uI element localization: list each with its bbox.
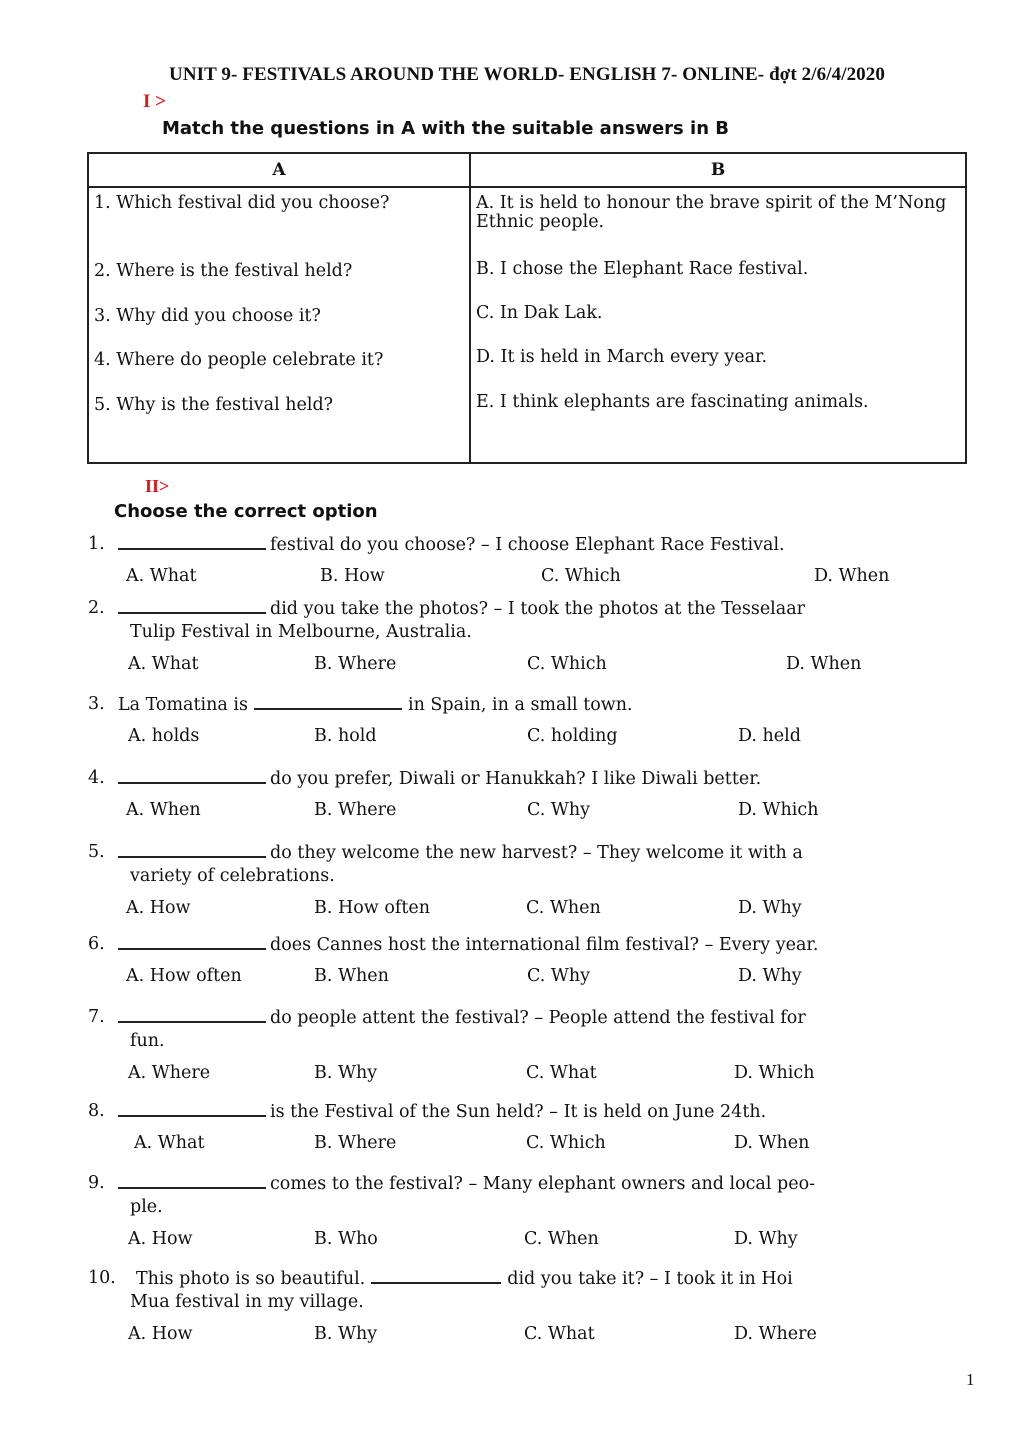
question-text: in Spain, in a small town. — [407, 695, 633, 715]
question-item — [88, 842, 968, 924]
question-text: festival do you choose? – I choose Elephant Race Festival. — [270, 535, 785, 555]
option-b[interactable]: B. Where — [314, 1133, 397, 1153]
page-number: 1 — [966, 1370, 975, 1389]
option-a[interactable]: A. When — [126, 800, 201, 820]
question-text: is the Festival of the Sun held? – It is held on June 24th. — [270, 1102, 767, 1122]
match-question: 2. Where is the festival held? — [94, 261, 353, 281]
question-item — [88, 934, 968, 992]
option-a[interactable]: A. holds — [128, 726, 200, 746]
option-b[interactable]: B. hold — [314, 726, 377, 746]
option-a[interactable]: A. How often — [126, 966, 242, 986]
question-number: 3. — [88, 694, 105, 714]
option-a[interactable]: A. Where — [128, 1063, 211, 1083]
question-continuation: fun. — [130, 1031, 165, 1051]
answer-blank[interactable] — [118, 1173, 266, 1189]
question-item — [88, 534, 968, 592]
option-c[interactable]: C. What — [524, 1324, 595, 1344]
option-a[interactable]: A. What — [128, 654, 199, 674]
answer-blank[interactable] — [254, 694, 402, 710]
option-c[interactable]: C. Which — [541, 566, 621, 586]
option-d[interactable]: D. held — [738, 726, 801, 746]
option-a[interactable]: A. How — [126, 898, 191, 918]
section-1-label: I > — [143, 91, 166, 112]
option-c[interactable]: C. When — [524, 1229, 599, 1249]
option-c[interactable]: C. Which — [527, 654, 607, 674]
answer-blank[interactable] — [118, 842, 266, 858]
section-2-instruction: Choose the correct option — [114, 501, 378, 522]
answer-blank[interactable] — [118, 1007, 266, 1023]
match-answer: E. I think elephants are fascinating animals. — [476, 392, 869, 412]
question-number: 9. — [88, 1173, 105, 1193]
option-d[interactable]: D. Where — [734, 1324, 817, 1344]
question-item — [88, 694, 968, 752]
option-b[interactable]: B. Why — [314, 1063, 378, 1083]
question-continuation: Mua festival in my village. — [130, 1292, 364, 1312]
option-b[interactable]: B. Who — [314, 1229, 378, 1249]
option-d[interactable]: D. Which — [738, 800, 819, 820]
option-b[interactable]: B. When — [314, 966, 389, 986]
question-number: 7. — [88, 1007, 105, 1027]
option-b[interactable]: B. How often — [314, 898, 430, 918]
match-answer: B. I chose the Elephant Race festival. — [476, 259, 809, 279]
question-continuation: ple. — [130, 1197, 163, 1217]
option-b[interactable]: B. Where — [314, 654, 397, 674]
option-c[interactable]: C. Which — [526, 1133, 606, 1153]
question-item — [88, 768, 968, 826]
question-number: 5. — [88, 842, 105, 862]
question-continuation: variety of celebrations. — [130, 866, 335, 886]
question-text-before: La Tomatina is — [118, 695, 248, 715]
match-answer: C. In Dak Lak. — [476, 303, 603, 323]
match-answer: A. It is held to honour the brave spirit of the M’Nong Ethnic people. — [476, 193, 947, 233]
question-number: 2. — [88, 598, 105, 618]
question-item — [88, 1101, 968, 1159]
option-d[interactable]: D. When — [814, 566, 890, 586]
question-text: did you take it? – I took it in Hoi — [507, 1269, 793, 1289]
column-b-answers — [470, 187, 966, 463]
answer-blank[interactable] — [118, 934, 266, 950]
option-d[interactable]: D. Why — [738, 966, 802, 986]
column-a-questions — [88, 187, 470, 463]
question-continuation: Tulip Festival in Melbourne, Australia. — [130, 622, 472, 642]
option-a[interactable]: A. What — [126, 566, 197, 586]
answer-blank[interactable] — [118, 768, 266, 784]
option-c[interactable]: C. Why — [527, 800, 591, 820]
option-b[interactable]: B. How — [320, 566, 385, 586]
question-item — [88, 1173, 968, 1255]
option-c[interactable]: C. What — [526, 1063, 597, 1083]
option-a[interactable]: A. How — [128, 1229, 193, 1249]
section-1-instruction: Match the questions in A with the suitable answers in B — [162, 118, 730, 139]
question-text: do you prefer, Diwali or Hanukkah? I like Diwali better. — [270, 769, 762, 789]
column-b-header: B — [470, 153, 966, 187]
option-d[interactable]: D. When — [734, 1133, 810, 1153]
column-a-header: A — [88, 153, 470, 187]
question-item — [88, 1007, 968, 1089]
option-c[interactable]: C. holding — [527, 726, 618, 746]
option-a[interactable]: A. How — [128, 1324, 193, 1344]
option-b[interactable]: B. Where — [314, 800, 397, 820]
option-c[interactable]: C. When — [526, 898, 601, 918]
question-item — [88, 1268, 968, 1350]
match-question: 1. Which festival did you choose? — [94, 193, 390, 213]
section-2-label: II> — [145, 476, 170, 496]
question-text: does Cannes host the international film festival? – Every year. — [270, 935, 819, 955]
match-question: 5. Why is the festival held? — [94, 395, 334, 415]
option-b[interactable]: B. Why — [314, 1324, 378, 1344]
answer-blank[interactable] — [118, 1101, 266, 1117]
option-d[interactable]: D. Why — [738, 898, 802, 918]
match-question: 3. Why did you choose it? — [94, 306, 321, 326]
option-c[interactable]: C. Why — [527, 966, 591, 986]
question-number: 1. — [88, 534, 105, 554]
option-d[interactable]: D. Why — [734, 1229, 798, 1249]
question-text-before: This photo is so beautiful. — [136, 1269, 366, 1289]
page-title: UNIT 9- FESTIVALS AROUND THE WORLD- ENGLISH 7- ONLINE- đợt 2/6/4/2020 — [169, 64, 885, 85]
question-text: did you take the photos? – I took the photos at the Tesselaar — [270, 599, 806, 619]
option-d[interactable]: D. Which — [734, 1063, 815, 1083]
question-number: 6. — [88, 934, 105, 954]
answer-blank[interactable] — [118, 534, 266, 550]
question-text: do they welcome the new harvest? – They welcome it with a — [270, 843, 803, 863]
question-text: comes to the festival? – Many elephant owners and local peo- — [270, 1174, 816, 1194]
question-item — [88, 598, 968, 680]
answer-blank[interactable] — [371, 1268, 501, 1284]
option-d[interactable]: D. When — [786, 654, 862, 674]
option-a[interactable]: A. What — [134, 1133, 205, 1153]
matching-table — [87, 152, 967, 464]
answer-blank[interactable] — [118, 598, 266, 614]
question-number: 10. — [88, 1268, 116, 1288]
question-text: do people attent the festival? – People attend the festival for — [270, 1008, 806, 1028]
match-question: 4. Where do people celebrate it? — [94, 350, 384, 370]
question-number: 4. — [88, 768, 105, 788]
question-number: 8. — [88, 1101, 105, 1121]
match-answer: D. It is held in March every year. — [476, 347, 768, 367]
